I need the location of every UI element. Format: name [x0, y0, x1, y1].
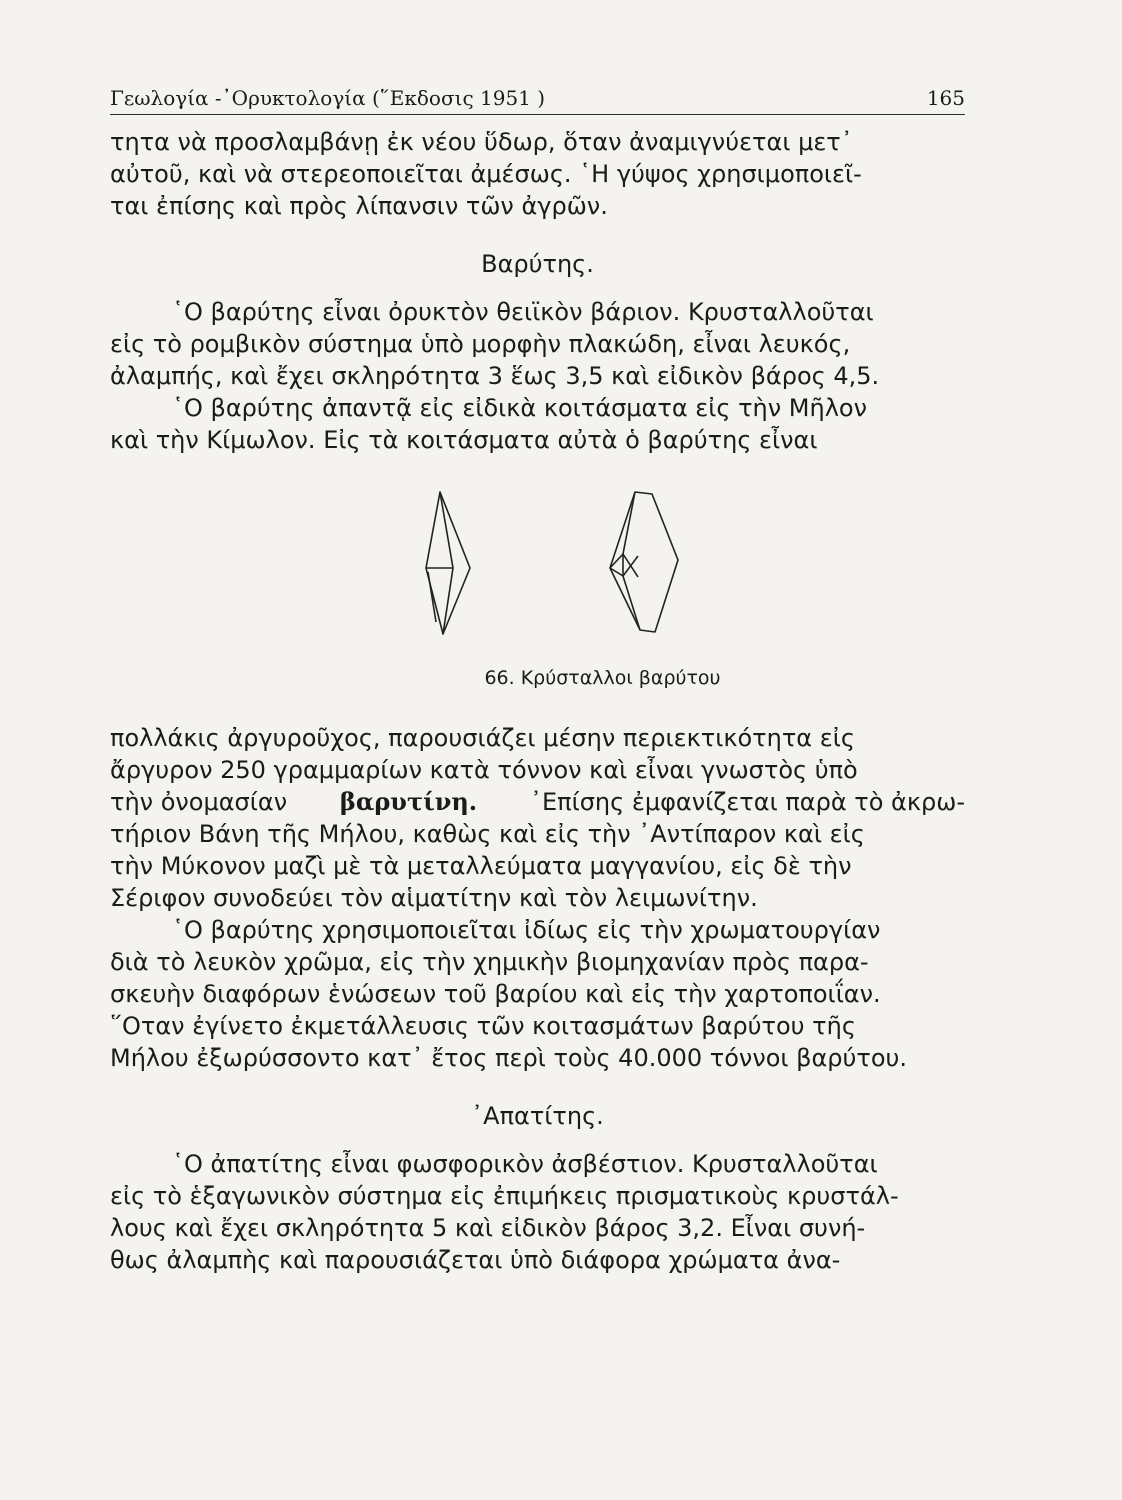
text-line: τητα νὰ προσλαμβάνῃ ἐκ νέου ὕδωρ, ὅταν ἀναμιγνύεται μετ᾿ — [110, 128, 853, 156]
section-heading-barytes: Βαρύτης. — [481, 250, 594, 278]
text-line: ἀλαμπής, καὶ ἔχει σκληρότητα 3 ἕως 3,5 καὶ εἰδικὸν βάρος 4,5. — [110, 362, 880, 390]
text-line: Μήλου ἐξωρύσσοντο κατ᾿ ἔτος περὶ τοὺς 40.000 τόννοι βαρύτου. — [110, 1044, 908, 1072]
barytes-paragraph-3 — [110, 722, 965, 914]
text-line: Σέριφον συνοδεύει τὸν αἱματίτην καὶ τὸν λειμωνίτην. — [110, 884, 758, 912]
text-line: ται ἐπίσης καὶ πρὸς λίπανσιν τῶν ἀγρῶν. — [110, 192, 608, 220]
bold-term-barytine: βαρυτίνη. — [339, 787, 478, 816]
text-line: πολλάκις ἀργυροῦχος, παρουσιάζει μέσην περιεκτικότητα εἰς — [110, 724, 855, 752]
text-line: διὰ τὸ λευκὸν χρῶμα, εἰς τὴν χημικὴν βιομηχανίαν πρὸς παρα- — [110, 948, 869, 976]
barytes-paragraph-2 — [110, 392, 965, 456]
page-number: 165 — [926, 86, 965, 110]
crystal-1-drawing — [426, 492, 470, 634]
page-body — [110, 126, 965, 1276]
text-line-with-term — [110, 786, 965, 818]
text-line: ἄργυρον 250 γραμμαρίων κατὰ τόννον καὶ εἶναι γνωστὸς ὑπὸ — [110, 756, 858, 784]
text-line: ῾Ο βαρύτης χρησιμοποιεῖται ἰδίως εἰς τὴν χρωματουργίαν — [172, 916, 881, 944]
text-line: ῞Οταν ἐγίνετο ἐκμετάλλευσις τῶν κοιτασμάτων βαρύτου τῆς — [110, 1012, 856, 1040]
text-line: θως ἀλαμπὴς καὶ παρουσιάζεται ὑπὸ διάφορα χρώματα ἀνα- — [110, 1246, 841, 1274]
text-line: αὐτοῦ, καὶ νὰ στερεοποιεῖται ἀμέσως. ῾Η γύψος χρησιμοποιεῖ- — [110, 160, 862, 188]
section-heading-apatite: ᾿Απατίτης. — [471, 1102, 604, 1130]
crystal-2-drawing — [610, 492, 678, 632]
text-line: ῾Ο βαρύτης ἀπαντᾷ εἰς εἰδικὰ κοιτάσματα εἰς τὴν Μῆλον — [172, 394, 867, 422]
apatite-paragraph-1 — [110, 1148, 965, 1276]
text-line: τήριον Βάνη τῆς Μήλου, καθὼς καὶ εἰς τὴν ᾿Αντίπαρον καὶ εἰς — [110, 820, 865, 848]
header-title: Γεωλογία -᾿Ορυκτολογία (῞Εκδοσις 1951 ) — [110, 86, 546, 110]
text-line: ῾Ο ἀπατίτης εἶναι φωσφορικὸν ἀσβέστιον. Κρυσταλλοῦται — [172, 1150, 878, 1178]
text-line: τὴν Μύκονον μαζὶ μὲ τὰ μεταλλεύματα μαγγανίου, εἰς δὲ τὴν — [110, 852, 852, 880]
figure-barite-crystals — [110, 472, 965, 722]
text-line: λους καὶ ἔχει σκληρότητα 5 καὶ εἰδικὸν βάρος 3,2. Εἶναι συνή- — [110, 1214, 866, 1242]
text-line: καὶ τὴν Κίμωλον. Εἰς τὰ κοιτάσματα αὐτὰ ὁ βαρύτης εἶναι — [110, 426, 818, 454]
text-line: σκευὴν διαφόρων ἑνώσεων τοῦ βαρίου καὶ εἰς τὴν χαρτοποιΐαν. — [110, 980, 881, 1008]
text-line: εἰς τὸ ρομβικὸν σύστημα ὑπὸ μορφὴν πλακώδη, εἶναι λευκός, — [110, 330, 851, 358]
running-header — [110, 80, 965, 115]
text-line: ῾Ο βαρύτης εἶναι ὀρυκτὸν θειϊκὸν βάριον. Κρυσταλλοῦται — [172, 298, 874, 326]
barytes-paragraph-4 — [110, 914, 965, 1074]
barytes-paragraph-1 — [110, 296, 965, 392]
intro-paragraph — [110, 126, 965, 222]
text-fragment: τὴν ὀνομασίαν — [110, 788, 295, 816]
figure-caption: 66. Κρύσταλλοι βαρύτου — [484, 667, 721, 689]
text-line: εἰς τὸ ἑξαγωνικὸν σύστημα εἰς ἐπιμήκεις πρισματικοὺς κρυστάλ- — [110, 1182, 899, 1210]
text-fragment: ᾿Επίσης ἐμφανίζεται παρὰ τὸ ἀκρω- — [522, 788, 965, 816]
